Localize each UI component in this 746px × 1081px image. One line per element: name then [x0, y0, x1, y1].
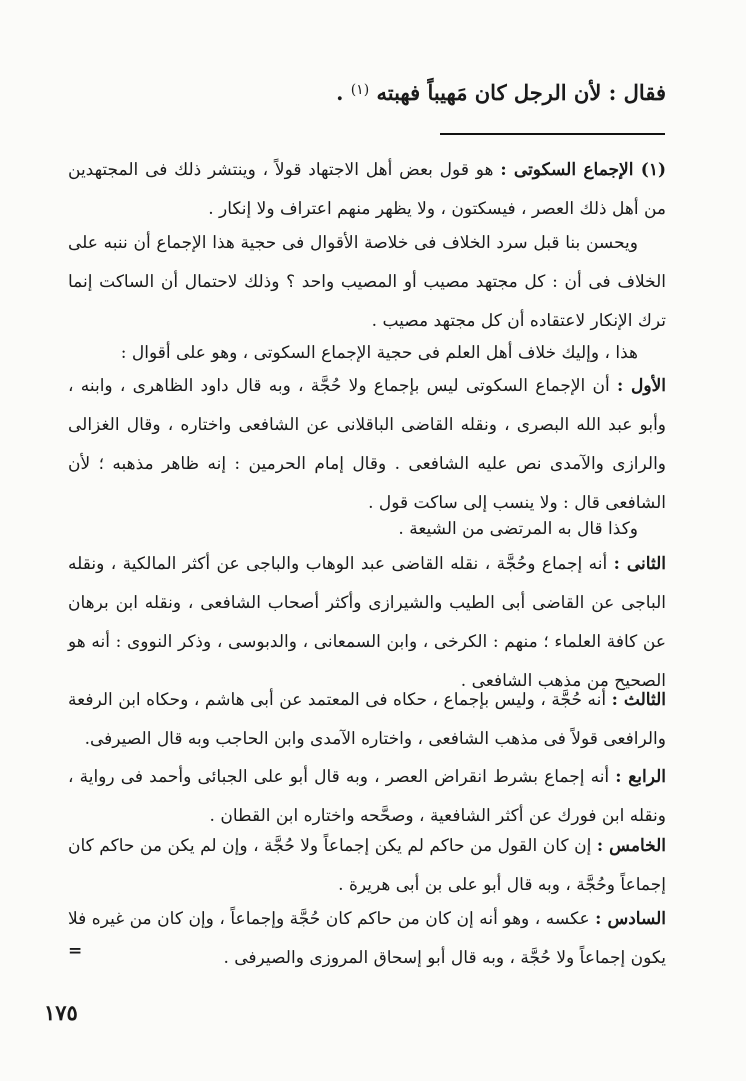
main-text-line	[106, 72, 666, 111]
footnote-text: هذا ، وإليك خلاف أهل العلم فى حجية الإجماع السكوتى ، وهو على أقوال :	[120, 343, 638, 363]
footnote-heading: (١) الإجماع السكوتى :	[500, 160, 666, 180]
footnote-reference: (١)	[350, 82, 370, 98]
opinion-text: أنه إجماع وحُجَّة ، نقله القاضى عبد الوهاب والباجى عن أكثر المالكية ، ونقله الباجى عن القاضى أبى الطيب والشيرازى وأكثر أصحاب الشافعى ، ونقله ابن برهان عن كافة العلماء ؛ منهم : الكرخى ، وابن السمعانى ، والدبوسى ، وذكر النووى : أنه هو الصحيح من مذهب الشافعى .	[68, 554, 666, 691]
opinion-second	[68, 545, 666, 701]
opinion-label: الثانى :	[613, 554, 667, 574]
main-text-end: .	[336, 80, 344, 105]
opinion-text: إن كان القول من حاكم لم يكن إجماعاً ولا حُجَّة ، وإن لم يكن من حاكم كان إجماعاً وحُجَّة ، وبه قال أبو على بن أبى هريرة .	[68, 836, 666, 895]
footnote-paragraph-definition	[68, 151, 666, 229]
opinion-label: الرابع :	[615, 767, 667, 787]
footnote-separator	[440, 133, 665, 135]
opinion-label: الثالث :	[611, 690, 667, 710]
footnote-text: ويحسن بنا قبل سرد الخلاف فى خلاصة الأقوال فى حجية هذا الإجماع أن ننبه على الخلاف فى أن : كل مجتهد مصيب أو المصيب واحد ؟ وذلك لاحتمال أن الساكت إنما ترك الإنكار لاعتقاده أن كل مجتهد مصيب .	[68, 233, 666, 331]
opinion-text: أنه حُجَّة ، وليس بإجماع ، حكاه فى المعتمد عن أبى هاشم ، وحكاه ابن الرفعة والرافعى قولاً فى مذهب الشافعى ، واختاره الآمدى وابن الحاجب وبه قال الصيرفى.	[68, 690, 666, 749]
page-number: ١٧٥	[44, 1000, 78, 1025]
opinion-label: السادس :	[595, 909, 667, 929]
continuation-mark: =	[68, 941, 83, 961]
opinion-fifth	[68, 827, 666, 905]
opinion-fourth	[68, 758, 666, 836]
footnote-text: وكذا قال به المرتضى من الشيعة .	[398, 519, 638, 539]
opinion-label: الأول :	[616, 376, 666, 396]
main-text: فقال : لأن الرجل كان مَهيباً فهبته	[376, 80, 666, 105]
opinion-text: أنه إجماع بشرط انقراض العصر ، وبه قال أبو على الجبائى وأحمد فى رواية ، ونقله ابن فورك عن أكثر الشافعية ، وصحَّحه واختاره ابن القطان .	[68, 767, 666, 826]
opinion-third	[68, 681, 666, 759]
opinion-first	[68, 367, 666, 523]
opinion-text: عكسه ، وهو أنه إن كان من حاكم كان حُجَّة وإجماعاً ، وإن كان من غيره فلا يكون إجماعاً ولا حُجَّة ، وبه قال أبو إسحاق المروزى والصيرفى .	[68, 909, 666, 968]
footnote-paragraph-preface	[68, 224, 666, 341]
opinion-label: الخامس :	[596, 836, 667, 856]
opinion-sixth	[68, 900, 666, 978]
opinion-text: أن الإجماع السكوتى ليس بإجماع ولا حُجَّة ، وبه قال داود الظاهرى ، وابنه ، وأبو عبد الله البصرى ، ونقله القاضى الباقلانى عن الشافعى واختاره ، وقال الغزالى والرازى والآمدى نص عليه الشافعى . وقال إمام الحرمين : إنه ظاهر مذهبه ؛ لأن الشافعى قال : ولا ينسب إلى ساكت قول .	[68, 376, 666, 513]
footnote-text: هو قول بعض أهل الاجتهاد قولاً ، وينتشر ذلك فى المجتهدين من أهل ذلك العصر ، فيسكتون ، ولا يظهر منهم اعتراف ولا إنكار .	[68, 160, 666, 219]
footnote-paragraph-shia	[68, 510, 666, 549]
